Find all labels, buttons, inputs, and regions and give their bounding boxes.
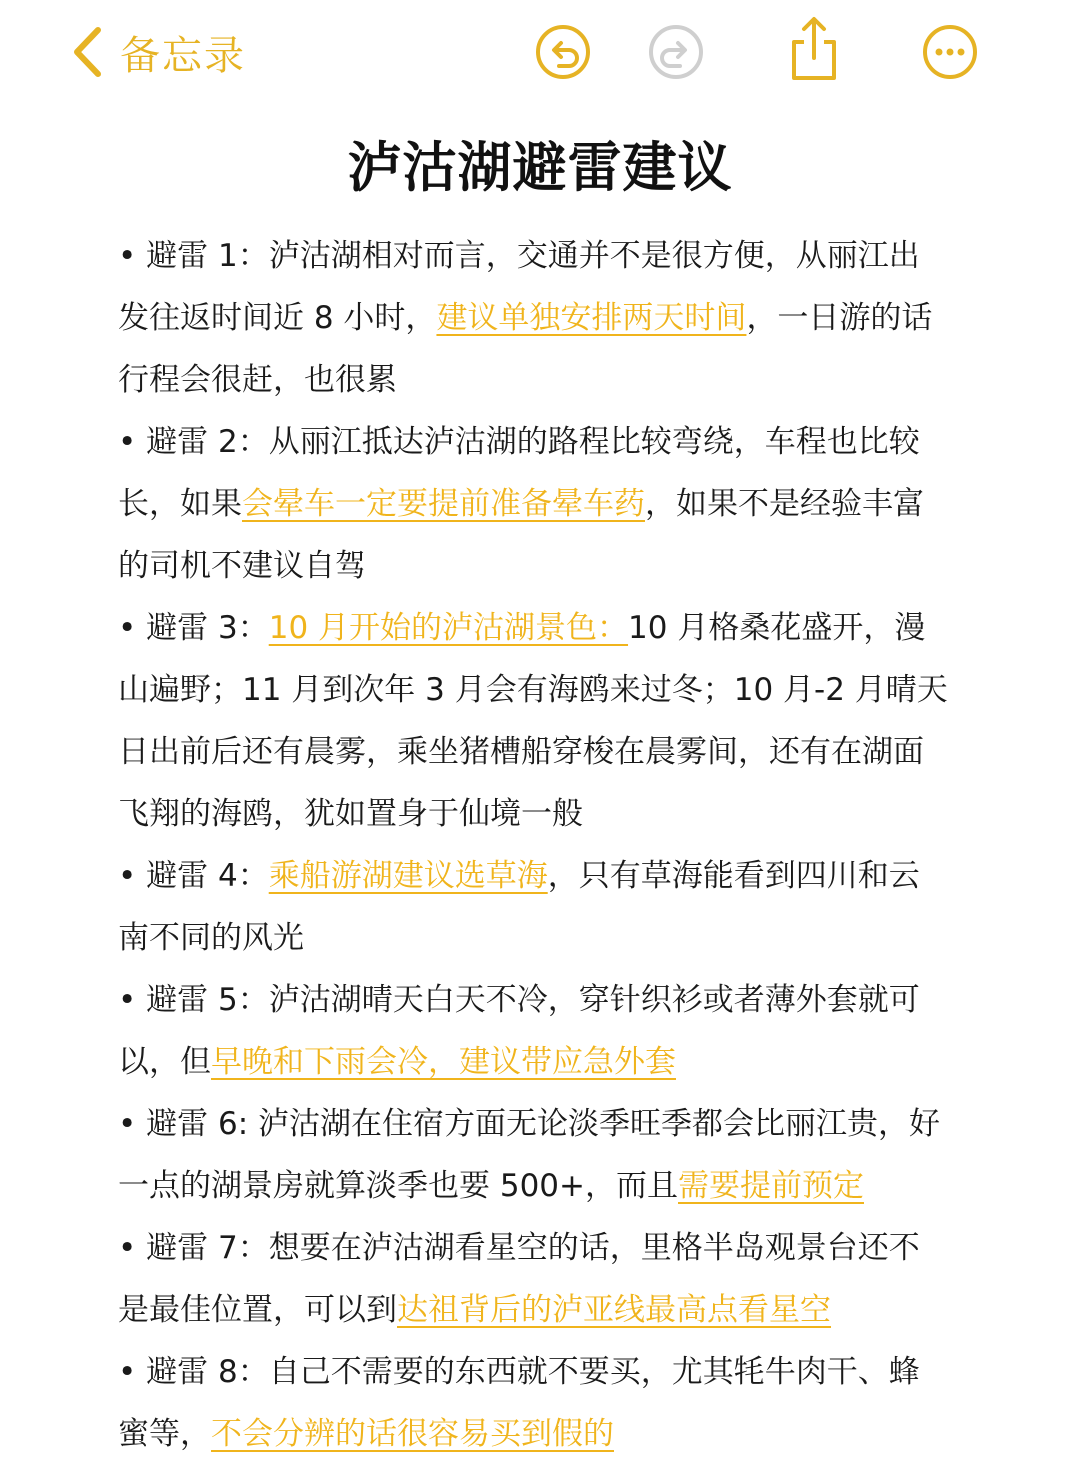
highlight-text: 需要提前预定 — [678, 1168, 864, 1204]
list-item — [118, 1093, 948, 1217]
item-text: • 避雷 8：自己不需要的东西就不要买，尤其牦牛肉干、蜂蜜等， — [118, 1354, 920, 1452]
list-item — [118, 845, 948, 969]
item-text: ，只有草海能看到四川和云南不同的风光 — [118, 858, 920, 956]
item-text: • 避雷 3： — [118, 610, 269, 646]
note-title: 泸沽湖避雷建议 — [347, 136, 733, 199]
item-text: • 避雷 7：想要在泸沽湖看星空的话，里格半岛观景台还不是最佳位置，可以到 — [118, 1230, 920, 1328]
item-text: • 避雷 1：泸沽湖相对而言，交通并不是很方便，从丽江出发往返时间近 8 小时， — [118, 238, 920, 336]
item-text: 10 月格桑花盛开，漫山遍野；11 月到次年 3 月会有海鸥来过冬；10 月-2 月晴天日出前后还有晨雾，乘坐猪槽船穿梭在晨雾间，还有在湖面飞翔的海鸥，犹如置身于仙境一般 — [118, 610, 948, 832]
item-text: ，一日游的话行程会很赶，也很累 — [118, 300, 933, 398]
undo-button[interactable] — [535, 24, 591, 80]
highlight-text: 早晚和下雨会冷，建议带应急外套 — [211, 1044, 676, 1080]
list-item — [118, 411, 948, 597]
note-body[interactable] — [118, 225, 948, 1465]
share-button[interactable] — [786, 16, 842, 72]
highlight-text: 达祖背后的泸亚线最高点看星空 — [397, 1292, 831, 1328]
list-item — [118, 1217, 948, 1341]
more-button[interactable] — [922, 24, 978, 80]
item-text: • 避雷 2：从丽江抵达泸沽湖的路程比较弯绕，车程也比较长，如果 — [118, 424, 920, 522]
highlight-text: 乘船游湖建议选草海 — [268, 858, 548, 894]
chevron-left-icon — [72, 26, 102, 78]
share-icon — [786, 16, 842, 82]
highlight-text: 会晕车一定要提前准备晕车药 — [242, 486, 645, 522]
item-text: • 避雷 4： — [118, 858, 269, 894]
list-item — [118, 969, 948, 1093]
back-label: 备忘录 — [120, 32, 246, 79]
redo-icon — [648, 24, 704, 80]
item-text: • 避雷 5：泸沽湖晴天白天不冷，穿针织衫或者薄外套就可以，但 — [118, 982, 920, 1080]
toolbar — [0, 0, 1080, 105]
back-button[interactable] — [72, 22, 246, 82]
more-icon — [922, 24, 978, 80]
redo-button[interactable] — [648, 24, 704, 80]
item-text: ，如果不是经验丰富的司机不建议自驾 — [118, 486, 924, 584]
list-item — [118, 597, 948, 845]
list-item — [118, 1341, 948, 1465]
highlight-text: 不会分辨的话很容易买到假的 — [211, 1416, 614, 1452]
highlight-text: 10 月开始的泸沽湖景色： — [268, 610, 629, 646]
item-text: • 避雷 6: 泸沽湖在住宿方面无论淡季旺季都会比丽江贵，好一点的湖景房就算淡季也要 500+，而且 — [118, 1106, 941, 1204]
undo-icon — [535, 24, 591, 80]
highlight-text: 建议单独安排两天时间 — [436, 300, 747, 336]
list-item — [118, 225, 948, 411]
